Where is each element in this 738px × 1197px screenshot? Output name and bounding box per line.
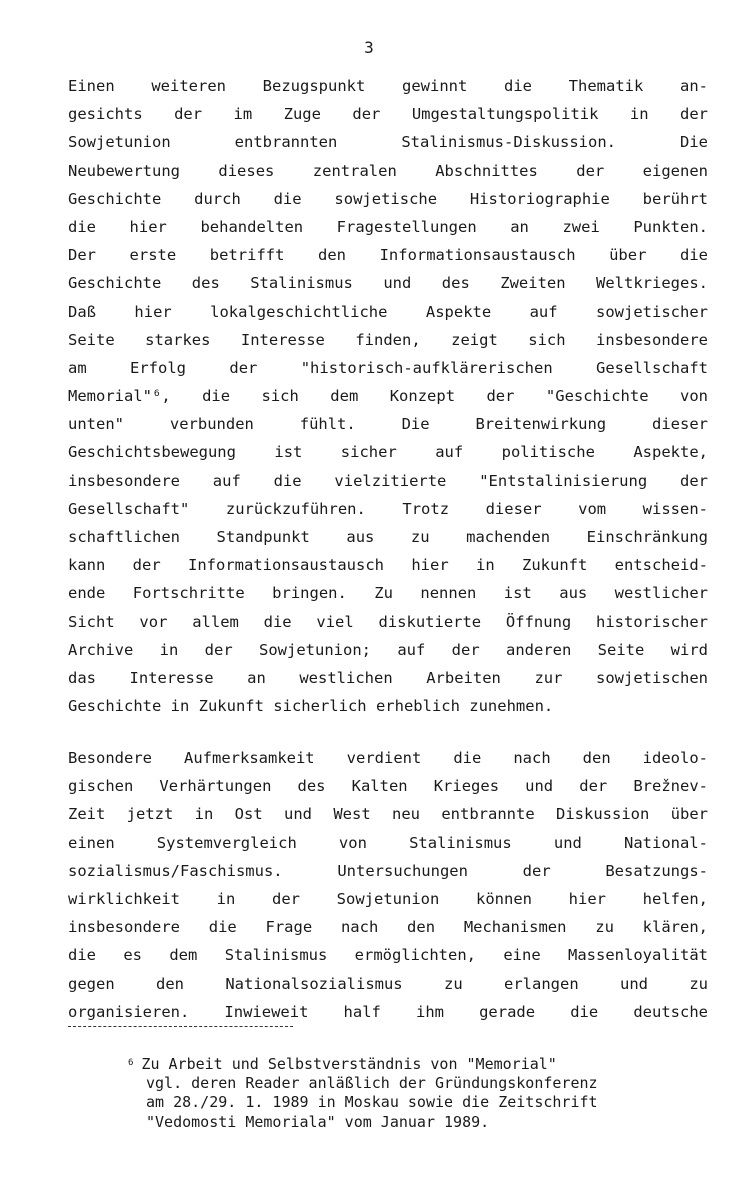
- text-line: gesichts der im Zuge der Umgestaltungspolitik in der: [68, 105, 708, 124]
- footnote-marker: 6: [128, 1058, 134, 1068]
- text-line: schaftlichen Standpunkt aus zu machenden Einschränkung: [68, 528, 708, 546]
- text-line: insbesondere die Frage nach den Mechanismen zu klären,: [68, 918, 708, 937]
- page-number: 3: [364, 38, 374, 57]
- text-line: am Erfolg der "historisch-aufklärerischen Gesellschaft: [68, 358, 708, 377]
- text-line: gegen den Nationalsozialismus zu erlangen und zu: [68, 974, 708, 993]
- text-line: gischen Verhärtungen des Kalten Krieges und der Brežnev-: [68, 777, 708, 796]
- paragraph-1: [68, 72, 708, 720]
- text-line: die es dem Stalinismus ermöglichten, eine Massenloyalität: [68, 946, 708, 965]
- text-line: organisieren. Inwieweit half ihm gerade die deutsche: [68, 1002, 708, 1021]
- footnote-line: am 28./29. 1. 1989 in Moskau sowie die Zeitschrift: [146, 1093, 598, 1111]
- footnote-text: Zu Arbeit und Selbstverständnis von "Memorial": [141, 1055, 557, 1073]
- text-line: Geschichte in Zukunft sicherlich erheblich zunehmen.: [68, 697, 554, 716]
- text-line: Seite starkes Interesse finden, zeigt sich insbesondere: [68, 330, 708, 349]
- text-line: Der erste betrifft den Informationsaustausch über die: [68, 246, 708, 265]
- text-line: Sicht vor allem die viel diskutierte Öffnung historischer: [68, 612, 708, 631]
- text-line: Sowjetunion entbrannten Stalinismus-Diskussion. Die: [68, 133, 708, 152]
- text-line: ende Fortschritte bringen. Zu nennen ist aus westlicher: [68, 584, 708, 603]
- footnote-line: vgl. deren Reader anläßlich der Gründungskonferenz: [146, 1073, 598, 1092]
- text-line: wirklichkeit in der Sowjetunion können hier helfen,: [68, 889, 708, 908]
- footnote: [128, 1054, 718, 1132]
- text-line: Geschichtsbewegung ist sicher auf politische Aspekte,: [68, 443, 708, 462]
- text-line: Einen weiteren Bezugspunkt gewinnt die Thematik an-: [68, 77, 708, 95]
- text-line: Daß hier lokalgeschichtliche Aspekte auf sowjetischer: [68, 302, 708, 321]
- text-line: einen Systemvergleich von Stalinismus und National-: [68, 833, 708, 852]
- paragraph-2: [68, 744, 708, 1026]
- text-line: Gesellschaft" zurückzuführen. Trotz dieser vom wissen-: [68, 499, 708, 518]
- text-line: sozialismus/Faschismus. Untersuchungen der Besatzungs-: [68, 861, 708, 880]
- text-line: Neubewertung dieses zentralen Abschnittes der eigenen: [68, 161, 708, 180]
- text-line: Geschichte des Stalinismus und des Zweiten Weltkrieges.: [68, 274, 708, 293]
- text-line: Besondere Aufmerksamkeit verdient die nach den ideolo-: [68, 749, 708, 767]
- text-line: Archive in der Sowjetunion; auf der anderen Seite wird: [68, 640, 708, 659]
- text-line: unten" verbunden fühlt. Die Breitenwirkung dieser: [68, 415, 708, 434]
- text-line: Memorial"⁶, die sich dem Konzept der "Geschichte von: [68, 387, 708, 406]
- text-line: Zeit jetzt in Ost und West neu entbrannte Diskussion über: [68, 805, 708, 824]
- text-line: insbesondere auf die vielzitierte "Entstalinisierung der: [68, 471, 708, 490]
- text-line: das Interesse an westlichen Arbeiten zur sowjetischen: [68, 668, 708, 687]
- text-line: Geschichte durch die sowjetische Historiographie berührt: [68, 189, 708, 208]
- footnote-line: [128, 1054, 718, 1074]
- text-line: kann der Informationsaustausch hier in Zukunft entscheid-: [68, 556, 708, 575]
- footnote-separator: [68, 1026, 293, 1027]
- text-line: die hier behandelten Fragestellungen an zwei Punkten.: [68, 217, 708, 236]
- footnote-line: "Vedomosti Memoriala" vom Januar 1989.: [146, 1112, 490, 1131]
